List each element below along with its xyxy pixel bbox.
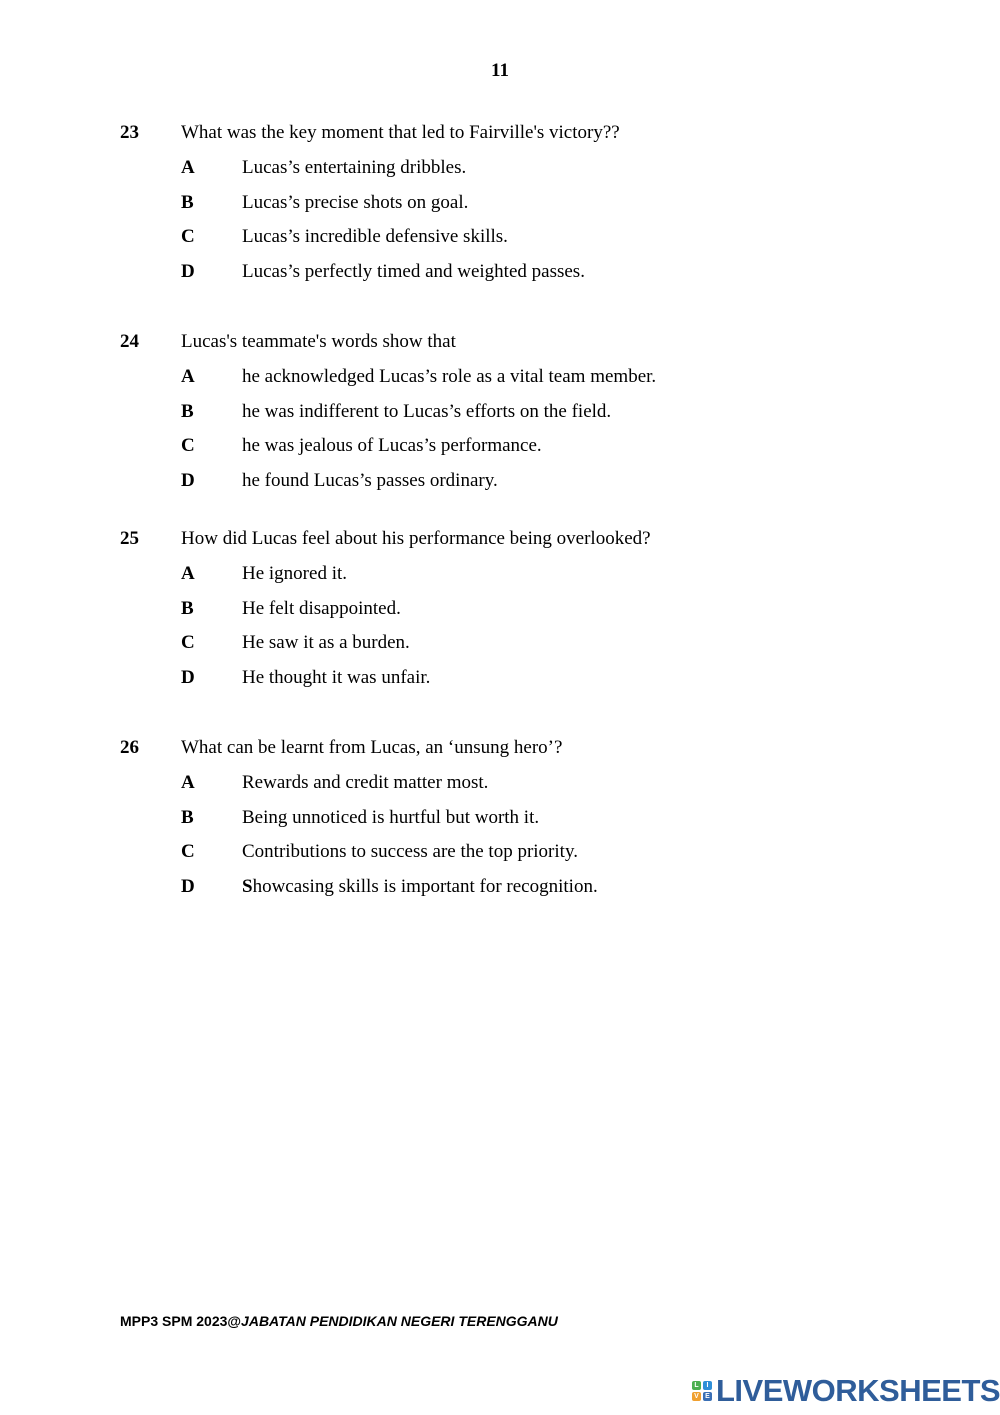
- option-letter: D: [181, 470, 195, 492]
- option-letter: B: [181, 400, 194, 422]
- option-d[interactable]: [120, 874, 940, 900]
- liveworksheets-logo-icon: L I V E: [692, 1381, 712, 1401]
- option-letter: A: [181, 562, 195, 584]
- option-text: Showcasing skills is important for recognition.: [242, 876, 598, 898]
- option-b[interactable]: [120, 805, 940, 831]
- option-letter: C: [181, 435, 195, 457]
- option-letter: C: [181, 841, 195, 863]
- option-a[interactable]: [120, 155, 940, 181]
- option-text: He ignored it.: [242, 562, 348, 584]
- option-letter: D: [181, 876, 195, 898]
- question-26: [120, 735, 940, 900]
- option-text: he acknowledged Lucas’s role as a vital team member.: [242, 365, 657, 387]
- option-letter: C: [181, 226, 195, 248]
- question-23: [120, 120, 940, 285]
- option-b[interactable]: [120, 190, 940, 216]
- question-number: 24: [120, 331, 139, 352]
- option-letter: B: [181, 597, 194, 619]
- option-text: He thought it was unfair.: [242, 667, 431, 689]
- option-text: He felt disappointed.: [242, 597, 401, 619]
- question-24: [120, 329, 940, 494]
- option-c[interactable]: [120, 433, 940, 459]
- option-letter: A: [181, 771, 195, 793]
- option-text: He saw it as a burden.: [242, 632, 410, 654]
- option-text: he found Lucas’s passes ordinary.: [242, 470, 498, 492]
- option-d[interactable]: [120, 665, 940, 691]
- option-d[interactable]: [120, 259, 940, 285]
- option-text: Lucas’s perfectly timed and weighted passes.: [242, 261, 585, 283]
- footer-code: MPP3 SPM 2023@: [120, 1313, 242, 1329]
- question-number: 26: [120, 737, 139, 758]
- option-text: Lucas’s entertaining dribbles.: [242, 156, 467, 178]
- option-letter: C: [181, 632, 195, 654]
- option-letter: A: [181, 365, 195, 387]
- option-d[interactable]: [120, 468, 940, 494]
- option-text: Being unnoticed is hurtful but worth it.: [242, 806, 540, 828]
- question-25: [120, 526, 940, 691]
- option-b[interactable]: [120, 596, 940, 622]
- option-c[interactable]: [120, 630, 940, 656]
- option-a[interactable]: [120, 561, 940, 587]
- page-number: 11: [491, 60, 509, 81]
- liveworksheets-brand[interactable]: [692, 1373, 1000, 1409]
- brand-name: LIVEWORKSHEETS: [716, 1373, 1000, 1408]
- question-number: 25: [120, 528, 139, 549]
- option-a[interactable]: [120, 364, 940, 390]
- option-a[interactable]: [120, 770, 940, 796]
- question-text: Lucas's teammate's words show that: [181, 331, 456, 352]
- question-text: How did Lucas feel about his performance being overlooked?: [181, 528, 651, 549]
- question-text: What can be learnt from Lucas, an ‘unsung hero’?: [181, 737, 563, 758]
- question-number: 23: [120, 122, 139, 143]
- option-letter: B: [181, 191, 194, 213]
- footer: [120, 1313, 558, 1329]
- option-letter: D: [181, 667, 195, 689]
- option-letter: D: [181, 261, 195, 283]
- option-text: Rewards and credit matter most.: [242, 771, 489, 793]
- question-text: What was the key moment that led to Fairville's victory??: [181, 122, 620, 143]
- option-text: Contributions to success are the top priority.: [242, 841, 578, 863]
- option-c[interactable]: [120, 224, 940, 250]
- option-text: he was indifferent to Lucas’s efforts on the field.: [242, 400, 612, 422]
- option-letter: A: [181, 156, 195, 178]
- option-letter: B: [181, 806, 194, 828]
- option-text: Lucas’s incredible defensive skills.: [242, 226, 508, 248]
- footer-institution: JABATAN PENDIDIKAN NEGERI TERENGGANU: [241, 1313, 558, 1329]
- option-c[interactable]: [120, 839, 940, 865]
- option-text: he was jealous of Lucas’s performance.: [242, 435, 542, 457]
- option-b[interactable]: [120, 399, 940, 425]
- option-text: Lucas’s precise shots on goal.: [242, 191, 469, 213]
